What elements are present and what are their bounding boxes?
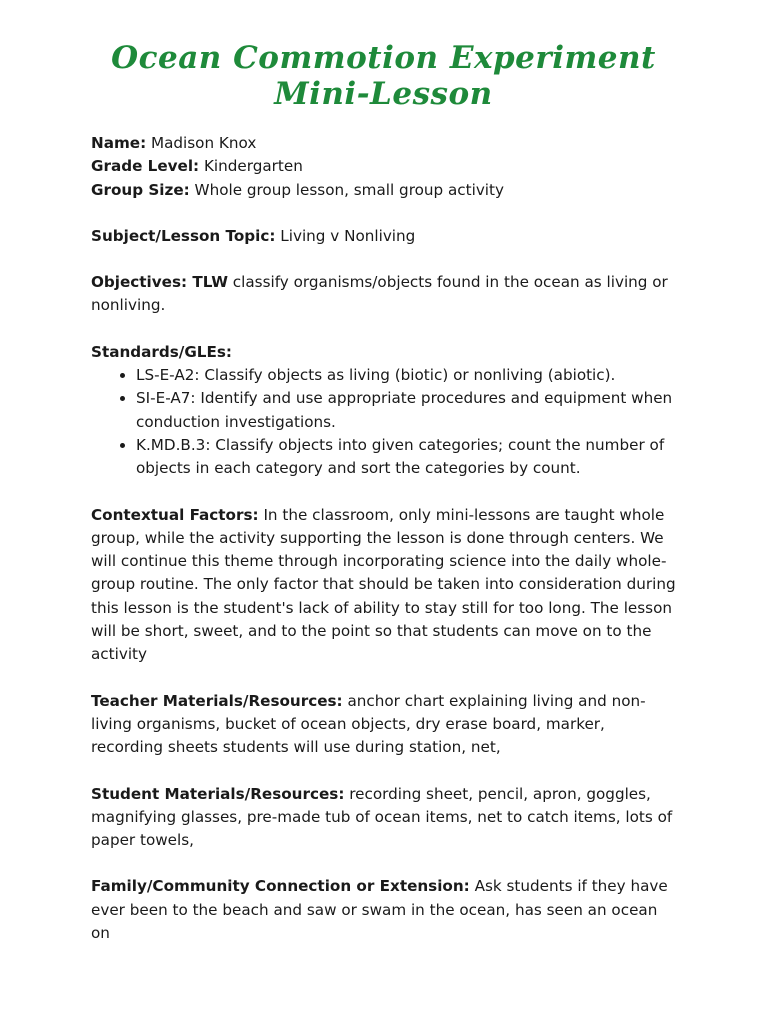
teacher-materials-paragraph: [91, 690, 676, 760]
objectives-text: classify organisms/objects found in the ocean as living or nonliving.: [91, 273, 668, 315]
contextual-factors-text: In the classroom, only mini-lessons are taught whole group, while the activity supporting the lesson is done through centers. We will continue this theme through incorporating science into the daily whole-group routine. The only factor that should be taken into consideration during this lesson is the student's lack of ability to stay still for too long. The lesson will be short, sweet, and to the point so that students can move on to the activity: [91, 505, 676, 664]
objectives-paragraph: [91, 271, 676, 318]
family-connection-paragraph: [91, 875, 676, 945]
standard-item: • K.MD.B.3: Classify objects into given categories; count the number of objects in each category and sort the categories by count.: [136, 434, 676, 481]
standard-item: • LS-E-A2: Classify objects as living (biotic) or nonliving (abiotic).: [136, 364, 676, 387]
document-title: Ocean Commotion Experiment Mini-Lesson: [111, 40, 656, 112]
standards-list: [91, 364, 676, 480]
grade-level-field: [91, 155, 676, 178]
group-size-field: [91, 179, 676, 202]
grade-level-label: Grade Level:: [91, 157, 200, 176]
subject-label: Subject/Lesson Topic:: [91, 226, 276, 245]
name-label: Name:: [91, 134, 147, 152]
teacher-materials-text: anchor chart explaining living and non-living organisms, bucket of ocean objects, dry erase board, marker, recording sheets students will use during station, net,: [91, 691, 646, 757]
name-value: Madison Knox: [151, 134, 257, 152]
subject-field: [91, 225, 676, 248]
group-size-label: Group Size:: [91, 180, 190, 199]
objectives-label: Objectives: TLW: [91, 273, 228, 292]
family-connection-label: Family/Community Connection or Extension:: [91, 877, 470, 896]
contextual-factors-paragraph: [91, 504, 676, 667]
family-connection-text: Ask students if they have ever been to the beach and saw or swam in the ocean, has seen an ocean on: [91, 877, 668, 943]
student-materials-text: recording sheet, pencil, apron, goggles, magnifying glasses, pre-made tub of ocean items, net to catch items, lots of paper towels,: [91, 784, 673, 850]
name-field: [91, 132, 676, 155]
group-size-value: Whole group lesson, small group activity: [194, 180, 504, 199]
subject-value: Living v Nonliving: [280, 226, 416, 245]
standards-label: Standards/GLEs:: [91, 342, 232, 361]
standards-heading: [91, 341, 676, 364]
student-materials-label: Student Materials/Resources:: [91, 784, 345, 803]
teacher-materials-label: Teacher Materials/Resources:: [91, 691, 343, 710]
student-materials-paragraph: [91, 783, 676, 853]
grade-level-value: Kindergarten: [203, 157, 303, 176]
standard-item: • SI-E-A7: Identify and use appropriate procedures and equipment when conduction investigations.: [136, 387, 676, 434]
contextual-factors-label: Contextual Factors:: [91, 505, 259, 524]
